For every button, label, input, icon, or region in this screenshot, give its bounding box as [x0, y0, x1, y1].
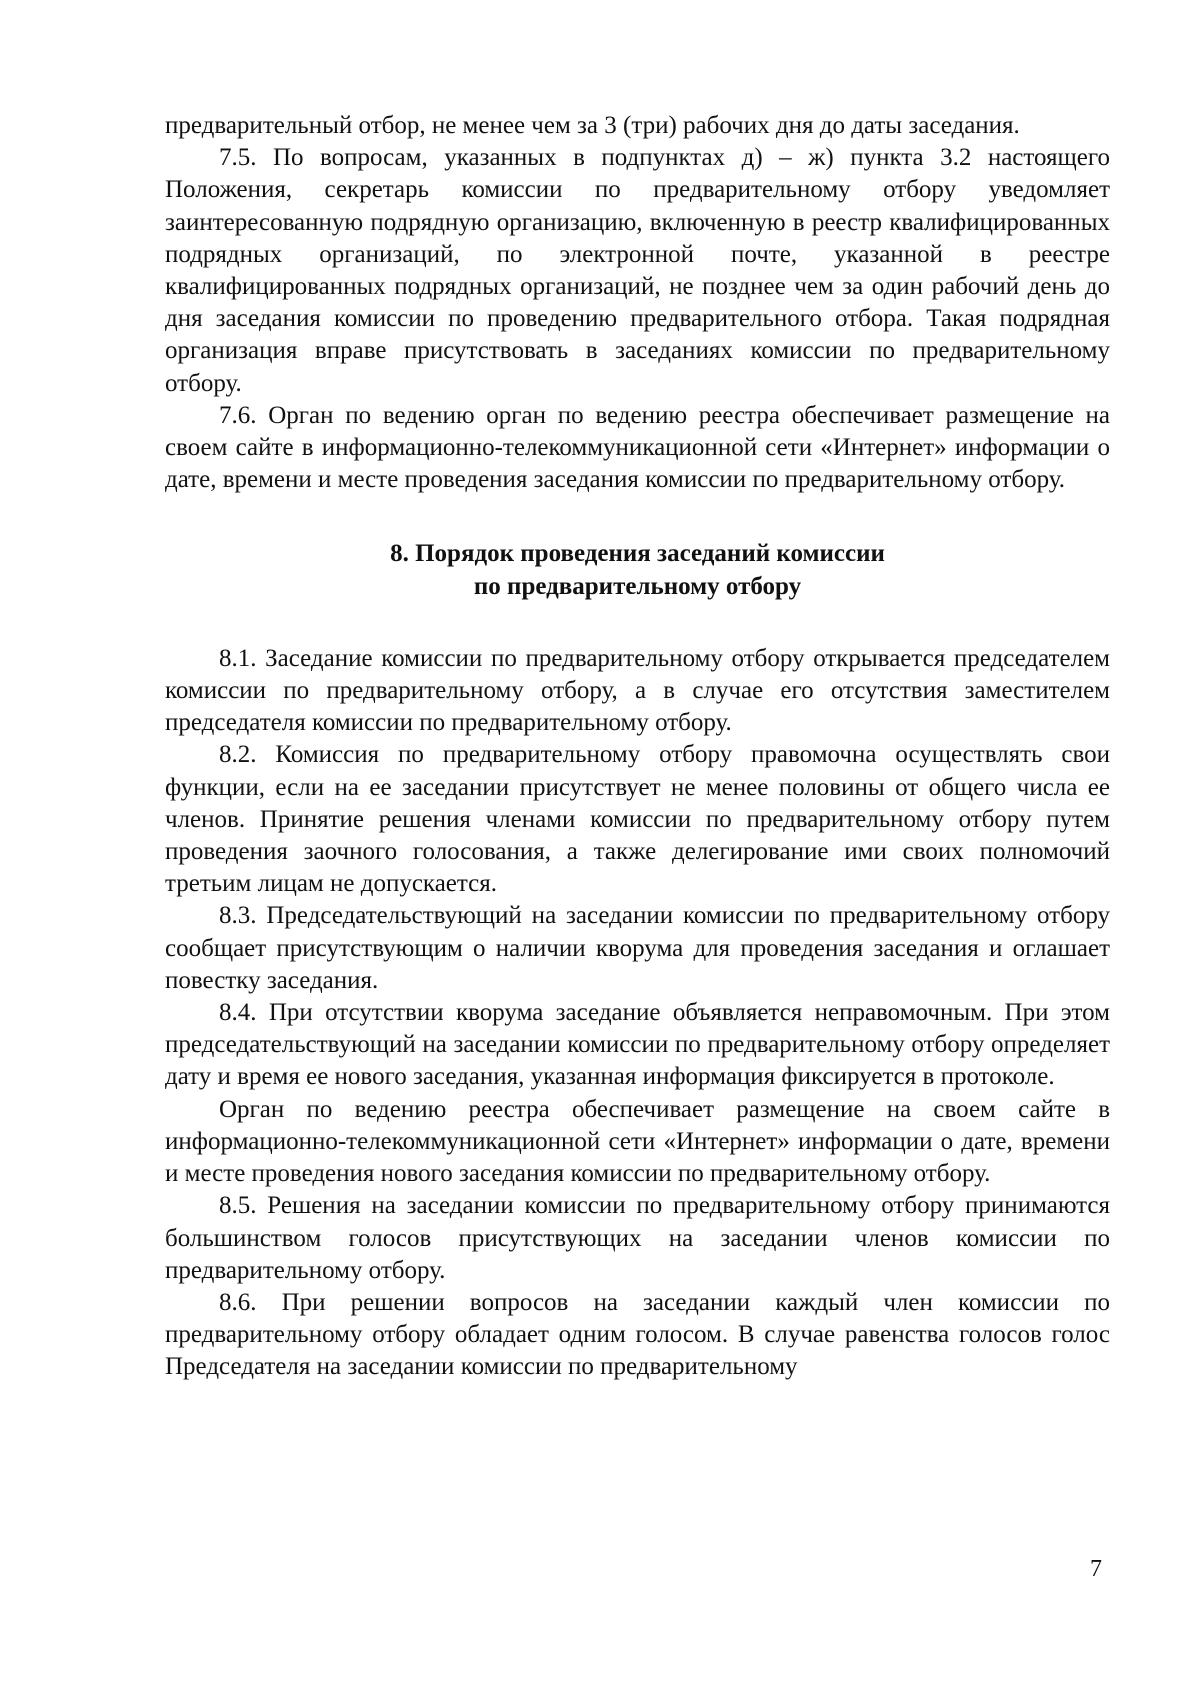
paragraph-continuation: предварительный отбор, не менее чем за 3 (три) рабочих дня до даты заседания.	[165, 112, 1020, 139]
paragraph-7-5: 7.5. По вопросам, указанных в подпунктах д) – ж) пункта 3.2 настоящего Положения, секретарь комиссии по предварительному отбору уведомляет заинтересованную подрядную организацию, включенную в реестр квалифицированных подрядных организаций, по электронной почте, указанной в реестре квалифицированных подрядных организаций, не позднее чем за один рабочий день до дня заседания комиссии по проведению предварительного отбора. Такая подрядная организация вправе присутствовать в заседаниях комиссии по предварительному отбору.	[165, 144, 1110, 397]
section-heading-line-1: 8. Порядок проведения заседаний комиссии	[390, 540, 885, 568]
paragraph-8-6: 8.6. При решении вопросов на заседании каждый член комиссии по предварительному отбору обладает одним голосом. В случае равенства голосов голос Председателя на заседании комиссии по предварительному	[165, 1288, 1110, 1381]
page-number: 7	[1090, 1556, 1102, 1582]
paragraph-7-6: 7.6. Орган по ведению орган по ведению реестра обеспечивает размещение на своем сайте в информационно-телекоммуникационной сети «Интернет» информации о дате, времени и месте проведения заседания комиссии по предварительному отбору.	[165, 401, 1110, 494]
paragraph-8-1: 8.1. Заседание комиссии по предварительному отбору открывается председателем комиссии по предварительному отбору, а в случае его отсутствия заместителем председателя комиссии по предварительному отбору.	[165, 644, 1110, 737]
paragraph-8-5: 8.5. Решения на заседании комиссии по предварительному отбору принимаются большинством голосов присутствующих на заседании членов комиссии по предварительному отбору.	[165, 1192, 1110, 1284]
paragraph-8-2: 8.2. Комиссия по предварительному отбору правомочна осуществлять свои функции, если на ее заседании присутствует не менее половины от общего числа ее членов. Принятие решения членами комиссии по предварительному отбору путем проведения заочного голосования, а также делегирование ими своих полномочий третьим лицам не допускается.	[165, 741, 1110, 898]
paragraph-8-3: 8.3. Председательствующий на заседании комиссии по предварительному отбору сообщает присутствующим о наличии кворума для проведения заседания и оглашает повестку заседания.	[165, 902, 1110, 994]
section-heading	[165, 538, 1110, 602]
section-heading-line-2: по предварительному отбору	[473, 572, 802, 600]
document-body	[165, 110, 1110, 1384]
paragraph-8-4-registry: Орган по ведению реестра обеспечивает размещение на своем сайте в информационно-телекоммуникационной сети «Интернет» информации о дате, времени и месте проведения нового заседания комиссии по предварительному отбору.	[165, 1095, 1110, 1188]
paragraph-8-4: 8.4. При отсутствии кворума заседание объявляется неправомочным. При этом председательствующий на заседании комиссии по предварительному отбору определяет дату и время ее нового заседания, указанная информация фиксируется в протоколе.	[165, 999, 1110, 1091]
